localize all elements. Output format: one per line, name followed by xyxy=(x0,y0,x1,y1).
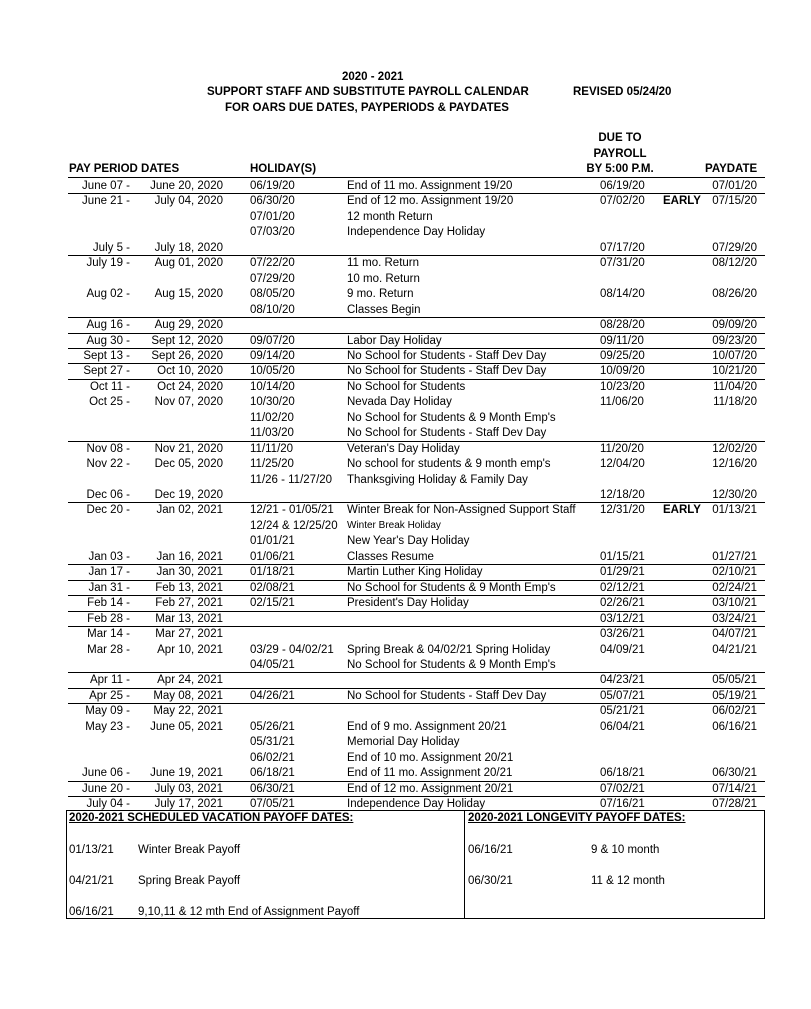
due-date: 07/31/20 xyxy=(600,257,645,270)
due-date: 04/23/21 xyxy=(600,674,645,687)
paydate: 08/26/20 xyxy=(712,288,757,301)
period-start: Aug 30 - xyxy=(86,334,130,347)
longevity-date-1: 06/16/21 xyxy=(468,844,513,856)
holiday-description: End of 9 mo. Assignment 20/21 xyxy=(347,720,507,733)
paydate: 10/21/20 xyxy=(712,365,757,378)
period-start: Aug 02 - xyxy=(86,288,130,301)
holiday-description: Spring Break & 04/02/21 Spring Holiday xyxy=(347,643,551,656)
period-start: Oct 11 - xyxy=(89,380,130,393)
holiday-date: 01/18/21 xyxy=(250,566,295,579)
holiday-description: No School for Students - Staff Dev Day xyxy=(347,427,547,440)
period-start: Feb 28 - xyxy=(87,612,130,625)
holiday-description: Nevada Day Holiday xyxy=(347,396,452,409)
holiday-description: No School for Students - Staff Dev Day xyxy=(347,689,547,702)
holiday-date: 05/26/21 xyxy=(250,720,295,733)
period-start: Oct 25 - xyxy=(89,396,130,409)
paydate: 12/30/20 xyxy=(712,489,757,501)
holiday-date: 07/05/21 xyxy=(250,798,295,810)
paydate: 12/02/20 xyxy=(712,442,757,455)
vacation-label-3: 9,10,11 & 12 mth End of Assignment Payoff xyxy=(138,906,360,918)
vacation-payoff-title: 2020-2021 SCHEDULED VACATION PAYOFF DATES: xyxy=(69,812,354,824)
holiday-date: 01/06/21 xyxy=(250,550,295,563)
period-end: Oct 24, 2020 xyxy=(157,380,223,393)
due-date: 06/19/20 xyxy=(600,180,645,192)
due-date: 12/31/20 xyxy=(600,504,645,517)
paydate: 02/24/21 xyxy=(712,581,757,594)
paydate: 09/09/20 xyxy=(712,319,757,332)
holiday-date: 12/21 - 01/05/21 xyxy=(250,504,334,517)
header-due-line1: DUE TO xyxy=(598,132,642,144)
holiday-description: Independence Day Holiday xyxy=(347,798,486,810)
paydate: 03/10/21 xyxy=(712,597,757,610)
period-end: Jan 16, 2021 xyxy=(156,550,223,563)
holiday-date: 07/22/20 xyxy=(250,257,295,270)
period-start: May 09 - xyxy=(85,705,130,718)
period-end: Aug 01, 2020 xyxy=(154,257,223,270)
longevity-label-1: 9 & 10 month xyxy=(591,844,660,856)
period-end: Jan 30, 2021 xyxy=(156,566,223,579)
due-date: 04/09/21 xyxy=(600,643,645,656)
longevity-label-2: 11 & 12 month xyxy=(591,875,665,887)
period-start: July 5 - xyxy=(92,241,130,254)
holiday-description: Winter Break Holiday xyxy=(347,519,441,531)
period-end: July 04, 2020 xyxy=(154,195,223,208)
holiday-date: 12/24 & 12/25/20 xyxy=(250,519,338,532)
period-end: Apr 24, 2021 xyxy=(157,674,223,687)
due-date: 02/26/21 xyxy=(600,597,645,610)
paydate: 12/16/20 xyxy=(712,458,757,471)
holiday-date: 10/30/20 xyxy=(250,396,295,409)
paydate: 11/18/20 xyxy=(713,396,757,409)
period-start: June 07 - xyxy=(82,180,130,192)
paydate: 05/19/21 xyxy=(712,689,757,702)
due-date: 12/04/20 xyxy=(600,458,645,471)
header-holidays: HOLIDAY(S) xyxy=(250,163,317,175)
period-end: June 19, 2021 xyxy=(150,767,223,780)
title-year: 2020 - 2021 xyxy=(342,71,404,83)
revised-date: REVISED 05/24/20 xyxy=(573,86,672,98)
longevity-date-2: 06/30/21 xyxy=(468,875,513,887)
period-end: July 18, 2020 xyxy=(154,241,223,254)
vacation-date-2: 04/21/21 xyxy=(69,875,114,887)
period-end: May 22, 2021 xyxy=(153,705,223,718)
due-date: 01/15/21 xyxy=(600,550,645,563)
period-start: Jan 03 - xyxy=(88,550,130,563)
due-date: 03/26/21 xyxy=(600,628,645,641)
holiday-description: Thanksgiving Holiday & Family Day xyxy=(347,473,528,486)
paydate: 06/02/21 xyxy=(712,705,757,718)
holiday-date: 07/01/20 xyxy=(250,210,295,223)
due-date: 10/09/20 xyxy=(600,365,645,378)
period-end: Sept 12, 2020 xyxy=(151,334,223,347)
holiday-description: 11 mo. Return xyxy=(347,257,420,270)
holiday-description: 9 mo. Return xyxy=(347,288,414,301)
period-end: Aug 15, 2020 xyxy=(154,288,223,301)
holiday-description: End of 12 mo. Assignment 20/21 xyxy=(347,782,514,795)
holiday-description: Veteran's Day Holiday xyxy=(347,442,460,455)
early-flag: EARLY xyxy=(663,195,701,208)
period-end: Nov 07, 2020 xyxy=(154,396,223,409)
period-start: May 23 - xyxy=(85,720,130,733)
period-end: June 20, 2020 xyxy=(150,180,223,192)
paydate: 05/05/21 xyxy=(712,674,757,687)
paydate: 07/28/21 xyxy=(712,798,757,810)
due-date: 01/29/21 xyxy=(600,566,645,579)
paydate: 09/23/20 xyxy=(712,334,757,347)
holiday-description: Memorial Day Holiday xyxy=(347,736,460,749)
period-start: Jan 17 - xyxy=(88,566,130,579)
period-start: June 20 - xyxy=(82,782,130,795)
period-end: Mar 27, 2021 xyxy=(155,628,223,641)
period-start: Mar 28 - xyxy=(87,643,130,656)
holiday-date: 04/26/21 xyxy=(250,689,295,702)
holiday-description: 12 month Return xyxy=(347,210,433,223)
paydate: 08/12/20 xyxy=(712,257,757,270)
due-date: 08/28/20 xyxy=(600,319,645,332)
period-end: Feb 27, 2021 xyxy=(155,597,223,610)
paydate: 04/07/21 xyxy=(712,628,757,641)
due-date: 10/23/20 xyxy=(600,380,645,393)
holiday-description: No School for Students & 9 Month Emp's xyxy=(347,581,556,594)
holiday-date: 06/30/20 xyxy=(250,195,295,208)
holiday-date: 02/15/21 xyxy=(250,597,295,610)
period-start: June 06 - xyxy=(82,767,130,780)
header-due-line2: PAYROLL xyxy=(593,148,647,160)
vacation-date-1: 01/13/21 xyxy=(69,844,114,856)
paydate: 01/27/21 xyxy=(712,550,757,563)
payoff-section xyxy=(66,810,765,919)
holiday-description: No School for Students xyxy=(347,380,466,393)
due-date: 06/18/21 xyxy=(600,767,645,780)
due-date: 12/18/20 xyxy=(600,489,645,501)
due-date: 06/04/21 xyxy=(600,720,645,733)
title-sub: FOR OARS DUE DATES, PAYPERIODS & PAYDATES xyxy=(225,102,509,114)
holiday-date: 10/05/20 xyxy=(250,365,295,378)
holiday-description: Martin Luther King Holiday xyxy=(347,566,483,579)
longevity-payoff-title: 2020-2021 LONGEVITY PAYOFF DATES: xyxy=(468,812,686,824)
period-start: Sept 27 - xyxy=(83,365,130,378)
period-end: Aug 29, 2020 xyxy=(154,319,223,332)
holiday-date: 11/02/20 xyxy=(250,411,294,424)
due-date: 09/25/20 xyxy=(600,349,645,362)
due-date: 03/12/21 xyxy=(600,612,645,625)
period-end: Jan 02, 2021 xyxy=(156,504,223,517)
due-date: 07/02/20 xyxy=(600,195,645,208)
due-date: 11/06/20 xyxy=(600,396,644,409)
header-due-line3: BY 5:00 P.M. xyxy=(586,163,654,175)
paydate: 07/14/21 xyxy=(712,782,757,795)
period-end: Dec 19, 2020 xyxy=(154,489,223,501)
period-start: Mar 14 - xyxy=(87,628,130,641)
holiday-date: 09/07/20 xyxy=(250,334,295,347)
holiday-description: President's Day Holiday xyxy=(347,597,469,610)
holiday-date: 08/10/20 xyxy=(250,303,295,316)
holiday-description: Labor Day Holiday xyxy=(347,334,442,347)
paydate: 03/24/21 xyxy=(712,612,757,625)
period-end: Sept 26, 2020 xyxy=(151,349,223,362)
paydate: 11/04/20 xyxy=(713,380,757,393)
period-end: June 05, 2021 xyxy=(150,720,223,733)
period-end: Feb 13, 2021 xyxy=(155,581,223,594)
holiday-date: 08/05/20 xyxy=(250,288,295,301)
period-start: Apr 11 - xyxy=(89,674,130,687)
title-main: SUPPORT STAFF AND SUBSTITUTE PAYROLL CALENDAR xyxy=(207,86,529,98)
holiday-description: End of 11 mo. Assignment 19/20 xyxy=(347,180,513,192)
paydate: 01/13/21 xyxy=(712,504,757,517)
paydate: 07/01/20 xyxy=(712,180,757,192)
paydate: 07/29/20 xyxy=(712,241,757,254)
holiday-description: No school for students & 9 month emp's xyxy=(347,458,551,471)
period-start: Sept 13 - xyxy=(83,349,130,362)
holiday-description: Classes Begin xyxy=(347,303,421,316)
due-date: 11/20/20 xyxy=(600,442,644,455)
holiday-date: 06/19/20 xyxy=(250,180,295,192)
period-start: Nov 22 - xyxy=(86,458,130,471)
period-start: July 19 - xyxy=(86,257,130,270)
period-end: Nov 21, 2020 xyxy=(154,442,223,455)
due-date: 09/11/20 xyxy=(600,334,644,347)
vacation-date-3: 06/16/21 xyxy=(69,906,114,918)
holiday-date: 04/05/21 xyxy=(250,658,295,671)
holiday-description: New Year's Day Holiday xyxy=(347,535,470,548)
early-flag: EARLY xyxy=(663,504,701,517)
holiday-date: 02/08/21 xyxy=(250,581,295,594)
period-end: July 03, 2021 xyxy=(154,782,223,795)
holiday-date: 11/11/20 xyxy=(250,442,294,455)
holiday-date: 03/29 - 04/02/21 xyxy=(250,643,334,656)
period-start: Aug 16 - xyxy=(86,319,130,332)
header-rule xyxy=(68,177,765,178)
period-start: Nov 08 - xyxy=(86,442,130,455)
period-end: Dec 05, 2020 xyxy=(154,458,223,471)
period-end: July 17, 2021 xyxy=(154,798,223,810)
paydate: 02/10/21 xyxy=(712,566,757,579)
period-start: Apr 25 - xyxy=(89,689,130,702)
paydate: 06/30/21 xyxy=(712,767,757,780)
period-start: June 21 - xyxy=(82,195,130,208)
due-date: 08/14/20 xyxy=(600,288,645,301)
holiday-description: End of 10 mo. Assignment 20/21 xyxy=(347,751,514,764)
holiday-date: 06/30/21 xyxy=(250,782,295,795)
paydate: 07/15/20 xyxy=(712,195,757,208)
holiday-description: No School for Students & 9 Month Emp's xyxy=(347,411,556,424)
paydate: 06/16/21 xyxy=(712,720,757,733)
holiday-date: 11/03/20 xyxy=(250,427,294,440)
holiday-description: Winter Break for Non-Assigned Support Staff xyxy=(347,504,576,517)
holiday-date: 05/31/21 xyxy=(250,736,295,749)
due-date: 07/02/21 xyxy=(600,782,645,795)
period-start: Feb 14 - xyxy=(87,597,130,610)
holiday-date: 06/18/21 xyxy=(250,767,295,780)
holiday-date: 10/14/20 xyxy=(250,380,295,393)
header-pay-period: PAY PERIOD DATES xyxy=(69,163,180,175)
due-date: 07/16/21 xyxy=(600,798,645,810)
holiday-date: 11/25/20 xyxy=(250,458,294,471)
holiday-description: No School for Students & 9 Month Emp's xyxy=(347,658,556,671)
holiday-description: End of 12 mo. Assignment 19/20 xyxy=(347,195,514,208)
vacation-label-2: Spring Break Payoff xyxy=(138,875,241,887)
header-paydate: PAYDATE xyxy=(705,163,758,175)
holiday-description: No School for Students - Staff Dev Day xyxy=(347,349,547,362)
period-end: May 08, 2021 xyxy=(153,689,223,702)
holiday-description: End of 11 mo. Assignment 20/21 xyxy=(347,767,513,780)
period-start: July 04 - xyxy=(86,798,130,810)
holiday-date: 09/14/20 xyxy=(250,349,295,362)
holiday-date: 11/26 - 11/27/20 xyxy=(250,473,333,486)
due-date: 05/21/21 xyxy=(600,705,645,718)
holiday-date: 06/02/21 xyxy=(250,751,295,764)
period-end: Apr 10, 2021 xyxy=(157,643,223,656)
period-start: Jan 31 - xyxy=(88,581,130,594)
period-end: Mar 13, 2021 xyxy=(155,612,223,625)
paydate: 04/21/21 xyxy=(712,643,757,656)
period-start: Dec 06 - xyxy=(86,489,130,501)
holiday-date: 07/29/20 xyxy=(250,272,295,285)
paydate: 10/07/20 xyxy=(712,349,757,362)
due-date: 07/17/20 xyxy=(600,241,645,254)
period-end: Oct 10, 2020 xyxy=(157,365,223,378)
holiday-description: Independence Day Holiday xyxy=(347,226,486,239)
holiday-description: No School for Students - Staff Dev Day xyxy=(347,365,547,378)
holiday-date: 07/03/20 xyxy=(250,226,295,239)
payoff-divider xyxy=(464,810,465,919)
vacation-label-1: Winter Break Payoff xyxy=(138,844,241,856)
holiday-date: 01/01/21 xyxy=(250,535,295,548)
holiday-description: Classes Resume xyxy=(347,550,434,563)
period-start: Dec 20 - xyxy=(86,504,130,517)
due-date: 05/07/21 xyxy=(600,689,645,702)
due-date: 02/12/21 xyxy=(600,581,645,594)
holiday-description: 10 mo. Return xyxy=(347,272,420,285)
